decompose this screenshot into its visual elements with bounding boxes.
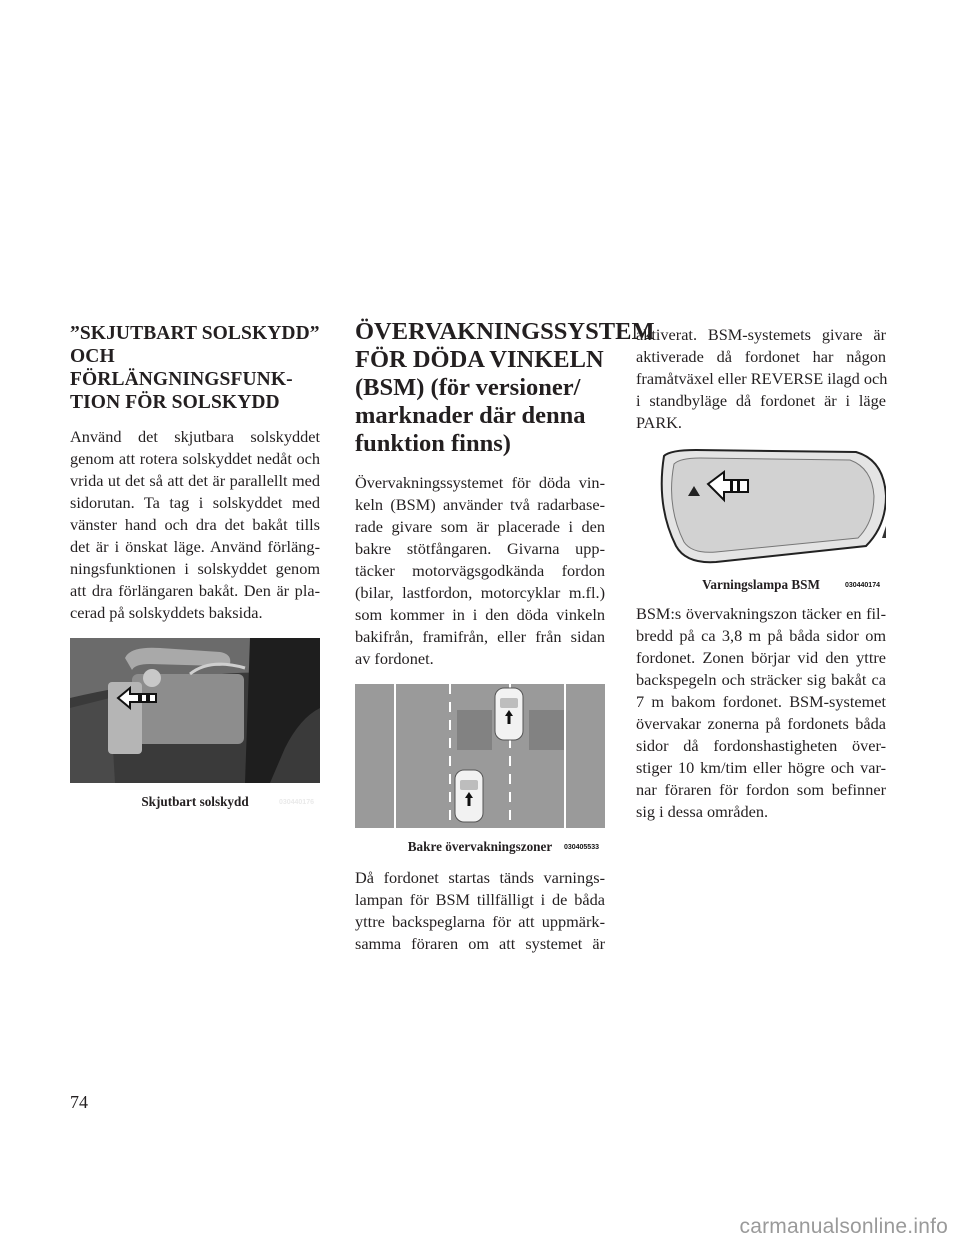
figure-caption: Varningslampa BSM [702,577,820,592]
text-line: som kommer in i den döda vinkeln [355,605,605,624]
text-line: (bilar, lastfordon, motorcyklar m.fl.) [355,583,605,602]
text-line: det är i önskat läge. Använd förläng- [70,537,320,556]
section-heading-bsm [355,318,655,458]
sun-visor-paragraph [70,426,320,624]
text-line: aktiverat. BSM-systemets givare är [636,325,886,344]
text-line: sidor då fordonshastigheten över- [636,736,886,755]
text-line: sig i dessa områden. [636,802,769,821]
text-line: 7 m bakom fordonet. BSM-systemet [636,692,886,711]
mirror-illustration [636,446,886,566]
column-middle [355,318,655,955]
heading-line: marknader där denna [355,402,586,429]
bsm-intro-paragraph [355,472,605,670]
text-line: keln (BSM) använder två radarbase- [355,495,605,514]
heading-line: FÖR DÖDA VINKELN [355,346,604,373]
text-line: vrida ut det så att det är parallellt med [70,471,320,490]
text-line: yttre backspeglarna för att uppmärk- [355,912,605,931]
text-line: samma föraren om att systemet är [355,934,605,953]
text-line: rade givare som är placerade i den [355,517,605,536]
text-line: sidorutan. Ta tag i solskyddet med [70,493,320,512]
text-line: att dra förlängaren bakåt. Den är pla- [70,581,320,600]
heading-line: (BSM) (för versioner/ [355,374,581,401]
page-number: 74 [70,1092,88,1112]
bsm-zone-paragraph [636,603,886,823]
sun-visor-illustration [70,638,320,783]
text-line: framåtväxel eller REVERSE ilagd och [636,369,888,388]
text-line: genom att rotera solskyddet nedåt och [70,449,320,468]
text-line: bredd på ca 3,8 m på båda sidor om [636,626,886,645]
figure-code: 030405533 [563,844,599,851]
text-line: lampan för BSM tillfälligt i de båda [355,890,605,909]
mirror-figure [636,446,886,593]
text-line: bakre stötfångaren. Givarna upp- [355,539,605,558]
text-line: aktiverade då fordonet har någon [636,347,886,366]
text-line: Övervakningssystemet för döda vin- [355,473,605,492]
heading-line: ÖVERVAKNINGSSYSTEM [355,318,655,345]
text-line: stiger 10 km/tim eller högre och var- [636,758,886,777]
text-line: cerad på solskyddets baksida. [70,603,263,622]
heading-line: ”SKJUTBART SOLSKYDD” [70,323,320,344]
figure-code: 030440174 [844,582,880,589]
bsm-activation-paragraph [636,324,886,434]
text-line: ningsfunktionen i solskyddet genom [70,559,320,578]
figure-caption: Bakre övervakningszoner [407,839,553,854]
text-line: nar föraren för fordon som befinner [636,780,886,799]
text-line: täcker motorvägsgodkända fordon [355,561,605,580]
text-line: fordonet. Zonen börjar vid den yttre [636,648,886,667]
column-right [636,324,886,823]
sun-visor-figure [70,638,320,810]
text-line: vänster hand och dra det bakåt tills [70,515,320,534]
figure-caption: Skjutbart solskydd [141,794,249,809]
column-left [70,322,320,810]
bsm-startup-paragraph [355,867,605,955]
heading-line: TION FÖR SOLSKYDD [70,392,280,413]
text-line: av fordonet. [355,649,434,668]
heading-line: funktion finns) [355,430,511,457]
rear-zones-illustration [355,684,605,828]
text-line: Då fordonet startas tänds varnings- [355,868,605,887]
text-line: PARK. [636,413,683,432]
section-heading-sun-visor [70,322,320,414]
text-line: bakifrån, framifrån, eller från sidan [355,627,605,646]
text-line: övervakar zonerna på fordonets båda [636,714,886,733]
heading-line: OCH FÖRLÄNGNINGSFUNK- [70,346,293,390]
text-line: backspegeln och sträcker sig bakåt ca [636,670,886,689]
watermark: carmanualsonline.info [739,1215,948,1238]
text-line: BSM:s övervakningszon täcker en fil- [636,604,886,623]
rear-zones-figure [355,684,605,855]
figure-code: 030440176 [278,799,314,806]
text-line: Använd det skjutbara solskyddet [70,427,320,446]
text-line: i standbyläge då fordonet är i läge [636,391,886,410]
